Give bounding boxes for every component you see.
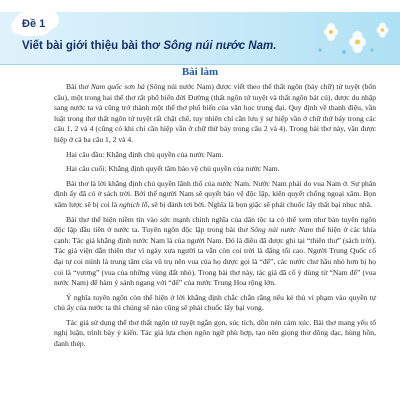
title-prefix: Viết bài giới thiệu bài thơ [22, 40, 164, 52]
paragraph-6: Ý nghĩa tuyên ngôn còn thể hiện ở lời khẳng định chắc chắn rằng nếu kẻ thù vi phạm vào quyền tự chủ ấy của nước ta thì chúng sẽ nào cũng sẽ phải chuốc lấy bại vong. [54, 292, 376, 313]
paragraph-5: Bài thơ thể hiện niềm tin vào sức mạnh chính nghĩa của dân tộc ta có thể xem như bản tuyên ngôn độc lập đầu tiên ở nước ta. Tuyên ngôn độc lập trong bài thơ Sông núi nước Nam thể hiện ở các khía cạnh: Tác giả khẳng định nước Nam là của người Nam. Đó là điều đã được ghi tại “thiên thư” (sách trời). Tác giả viện dẫn thiên thư vì ngày xưa người ta vẫn còn coi trời là đấng tối cao. Người Trung Quốc cố đại tự coi mình là trung tâm của vũ trụ nên vua của họ được gọi là “đế”, các nước chư hầu nhỏ hơn bị họ coi là “vương” (vua của những vùng đất nhỏ). Trong bài thơ này, tác giả đã cố ý dùng từ “Nam đế” (vua nước Nam) để hàm ý sánh ngang với “đế” của nước Trung Hoa rộng lớn. [54, 214, 376, 288]
exercise-title [22, 40, 310, 52]
paragraph-7: Tác giả sử dụng thể thơ thất ngôn tứ tuyệt ngắn gọn, súc tích, dồn nén cảm xúc. Bài thơ mang yếu tố nghị luận, trình bày ý kiến. Tác giả lựa chọn ngôn ngữ phù hợp, tạo nên giọng thơ dõng dạc, hùng hồn, đanh thép. [54, 317, 376, 349]
section-title: Bài làm [181, 66, 219, 78]
title-italic: Sông núi nước Nam. [163, 40, 277, 52]
paragraph-2: Hai câu đầu: Khẳng định chủ quyền của nước Nam. [66, 149, 224, 159]
essay-body [54, 82, 376, 354]
paragraph-1: Bài thơ Nam quốc sơn hà (Sông núi nước Nam) được viết theo thể thất ngôn (bảy chữ) tứ tuyệt (bốn câu), một trong hai thể thơ rất phổ biến đời Đường (thất ngôn tứ tuyệt và thất ngôn bát cú), được du nhập sang nước ta và cũng trở thành một thể thơ phổ biến của văn học trung đại. Quy định về thanh điệu, vần luật trong thơ thất ngôn tứ tuyệt rất chặt chẽ, tuy nhiên chỉ cần lưu ý sự hiệp vần ở chữ thứ bảy trong các câu 1, 2 và 4 (cũng có khi chỉ cần hiệp vần ở chữ thứ bảy trong câu 2 và 4). Trong bài thơ này, vần được hiệp ở cả ba câu 1, 2 và 4. [54, 82, 377, 144]
paragraph-4: Bài thơ là lời khẳng định chủ quyền lãnh thổ của nước Nam. Nước Nam phải do vua Nam ở. Sự phân định ấy đã có ở sách trời. Bởi thế người Nam sẽ quyết bảo vệ độc lập, kiên quyết chống ngoại xâm. Bọn xâm lược sẽ bị coi là nghịch lỗ, sẽ bị đánh tơi bời. Nghĩa là bọn giặc sẽ phải chuốc lấy thất bại nhục nhã. [54, 178, 376, 209]
header-banner [0, 12, 400, 65]
flower-decoration-icon [314, 20, 394, 60]
paragraph-3: Hai câu cuối: Khẳng định quyết tâm bảo vệ chủ quyền của nước Nam. [66, 164, 280, 174]
exercise-label: Đề 1 [22, 18, 46, 30]
